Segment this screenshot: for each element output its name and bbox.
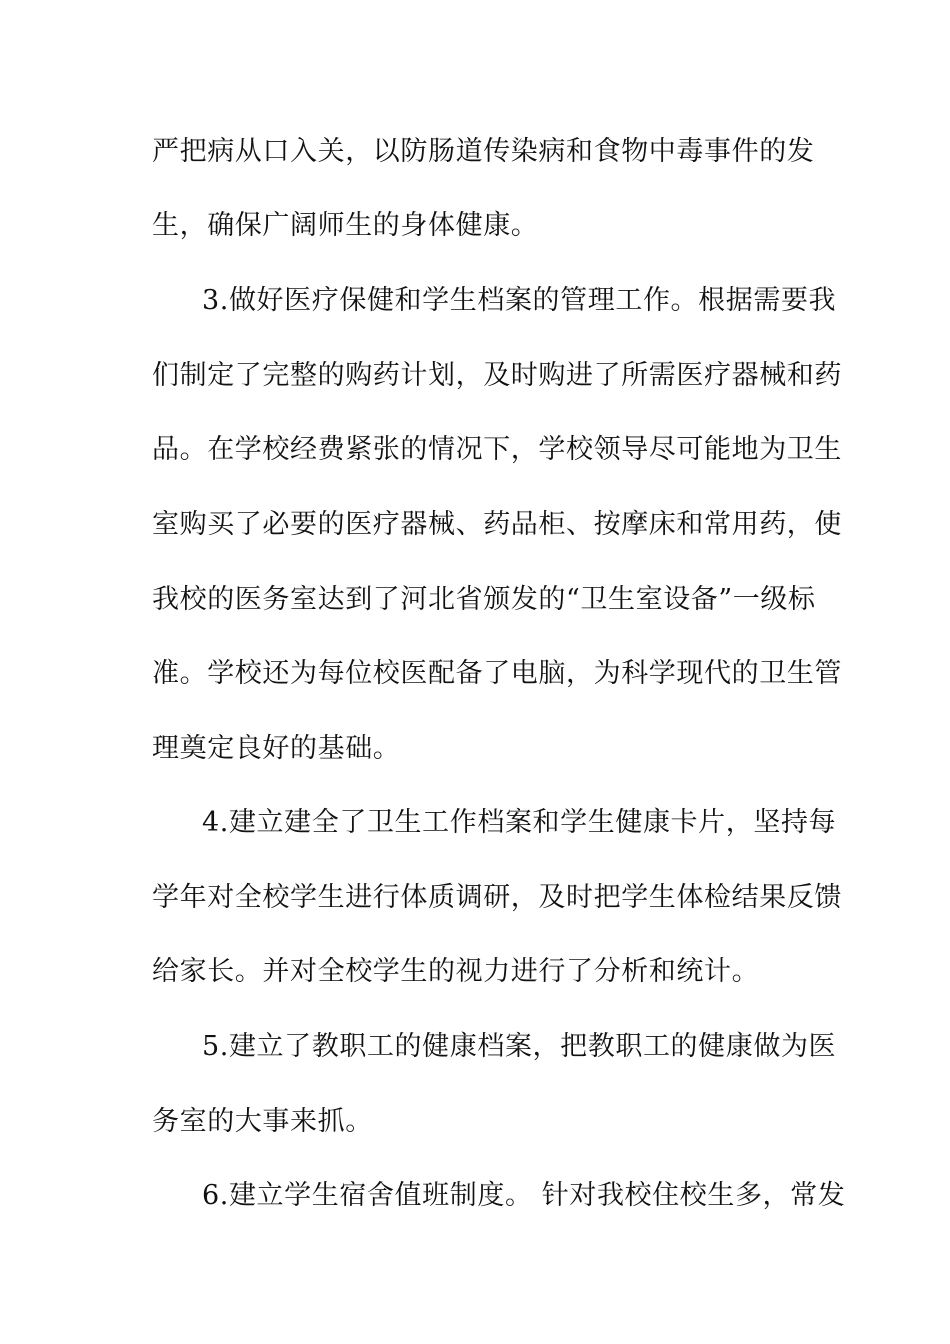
text-line: 品。在学校经费紧张的情况下，学校领导尽可能地为卫生 bbox=[152, 434, 842, 465]
text-line: 生，确保广阔师生的身体健康。 bbox=[152, 210, 539, 241]
text-line: 3.做好医疗保健和学生档案的管理工作。根据需要我 bbox=[202, 285, 837, 316]
text-line: 5.建立了教职工的健康档案，把教职工的健康做为医 bbox=[202, 1031, 837, 1062]
text-line: 务室的大事来抓。 bbox=[152, 1106, 373, 1137]
text-line: 学年对全校学生进行体质调研，及时把学生体检结果反馈 bbox=[152, 882, 842, 913]
text-line: 理奠定良好的基础。 bbox=[152, 733, 401, 764]
text-line: 4.建立建全了卫生工作档案和学生健康卡片，坚持每 bbox=[202, 807, 837, 838]
text-line: 6.建立学生宿舍值班制度。 针对我校住校生多，常发 bbox=[202, 1180, 846, 1211]
text-line: 们制定了完整的购药计划，及时购进了所需医疗器械和药 bbox=[152, 360, 842, 391]
text-line: 严把病从口入关，以防肠道传染病和食物中毒事件的发 bbox=[152, 136, 815, 167]
text-line: 室购买了必要的医疗器械、药品柜、按摩床和常用药，使 bbox=[152, 509, 842, 540]
text-line: 我校的医务室达到了河北省颁发的“卫生室设备”一级标 bbox=[152, 584, 816, 615]
text-line: 给家长。并对全校学生的视力进行了分析和统计。 bbox=[152, 956, 760, 987]
text-line: 准。学校还为每位校医配备了电脑，为科学现代的卫生管 bbox=[152, 658, 842, 689]
